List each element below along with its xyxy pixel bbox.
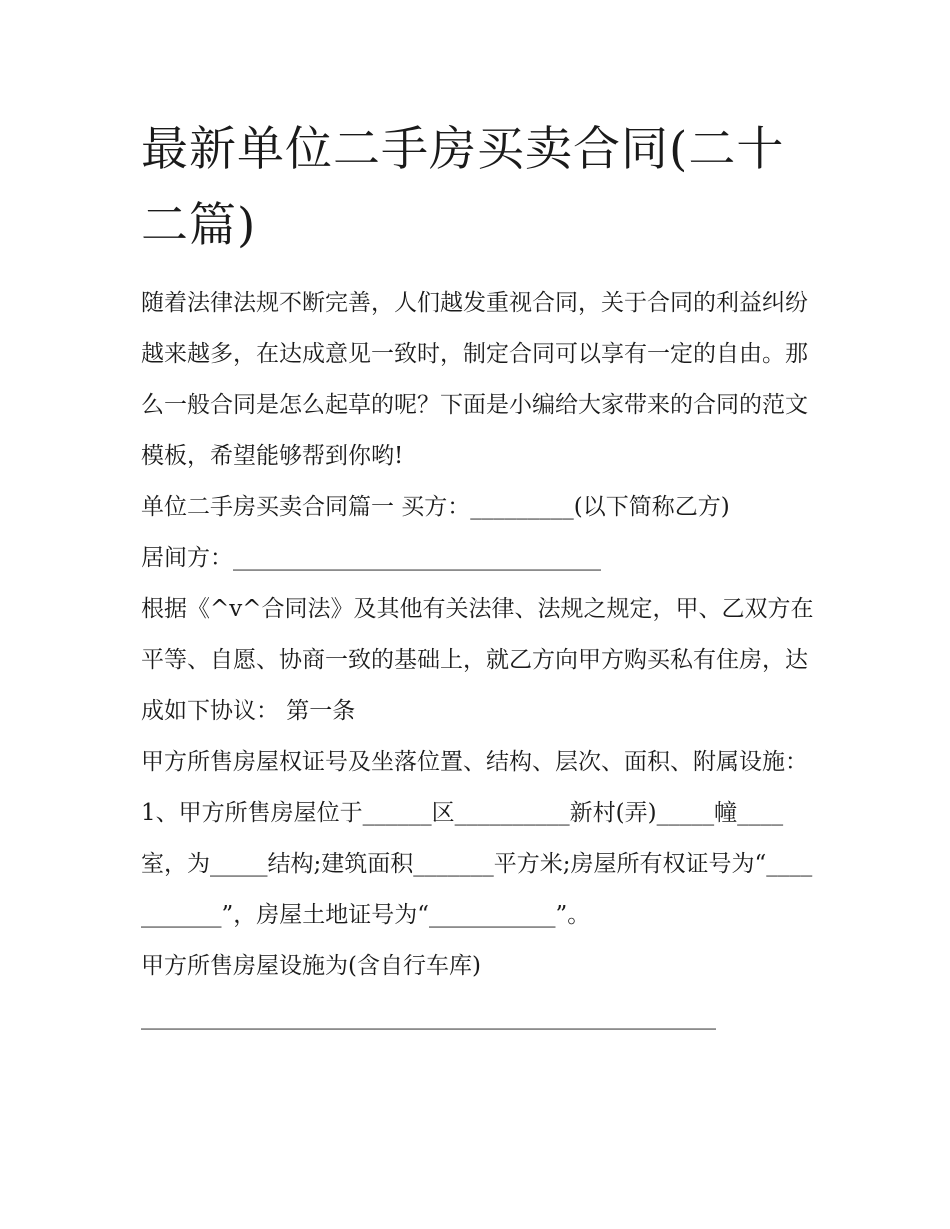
property-location-paragraph: 1、甲方所售房屋位于______区__________新村(弄)_____幢____室，为_____结构;建筑面积_______平方米;房屋所有权证号为“___________”，房屋土地证号为“___________”。 [141,800,813,928]
contract-heading-buyer: 单位二手房买卖合同篇一 买方：_________(以下简称乙方) [141,494,730,520]
property-info-heading: 甲方所售房屋权证号及坐落位置、结构、层次、面积、附属设施： [141,749,808,775]
facilities-blank-line: __________________________________________________ [141,1004,716,1030]
intermediary-line: 居间方：________________________________ [141,545,601,571]
document-title: 最新单位二手房买卖合同(二十二篇) [141,122,785,253]
legal-basis-paragraph: 根据《^v^合同法》及其他有关法律、法规之规定，甲、乙双方在平等、自愿、协商一致的基础上，就乙方向甲方购买私有住房，达成如下协议： 第一条 [141,596,814,724]
facilities-line: 甲方所售房屋设施为(含自行车库) [141,953,481,979]
intro-paragraph: 随着法律法规不断完善，人们越发重视合同，关于合同的利益纠纷越来越多，在达成意见一致时，制定合同可以享有一定的自由。那么一般合同是怎么起草的呢？下面是小编给大家带来的合同的范文模板，希望能够帮到你哟! [141,290,808,469]
document-page [141,112,821,1043]
